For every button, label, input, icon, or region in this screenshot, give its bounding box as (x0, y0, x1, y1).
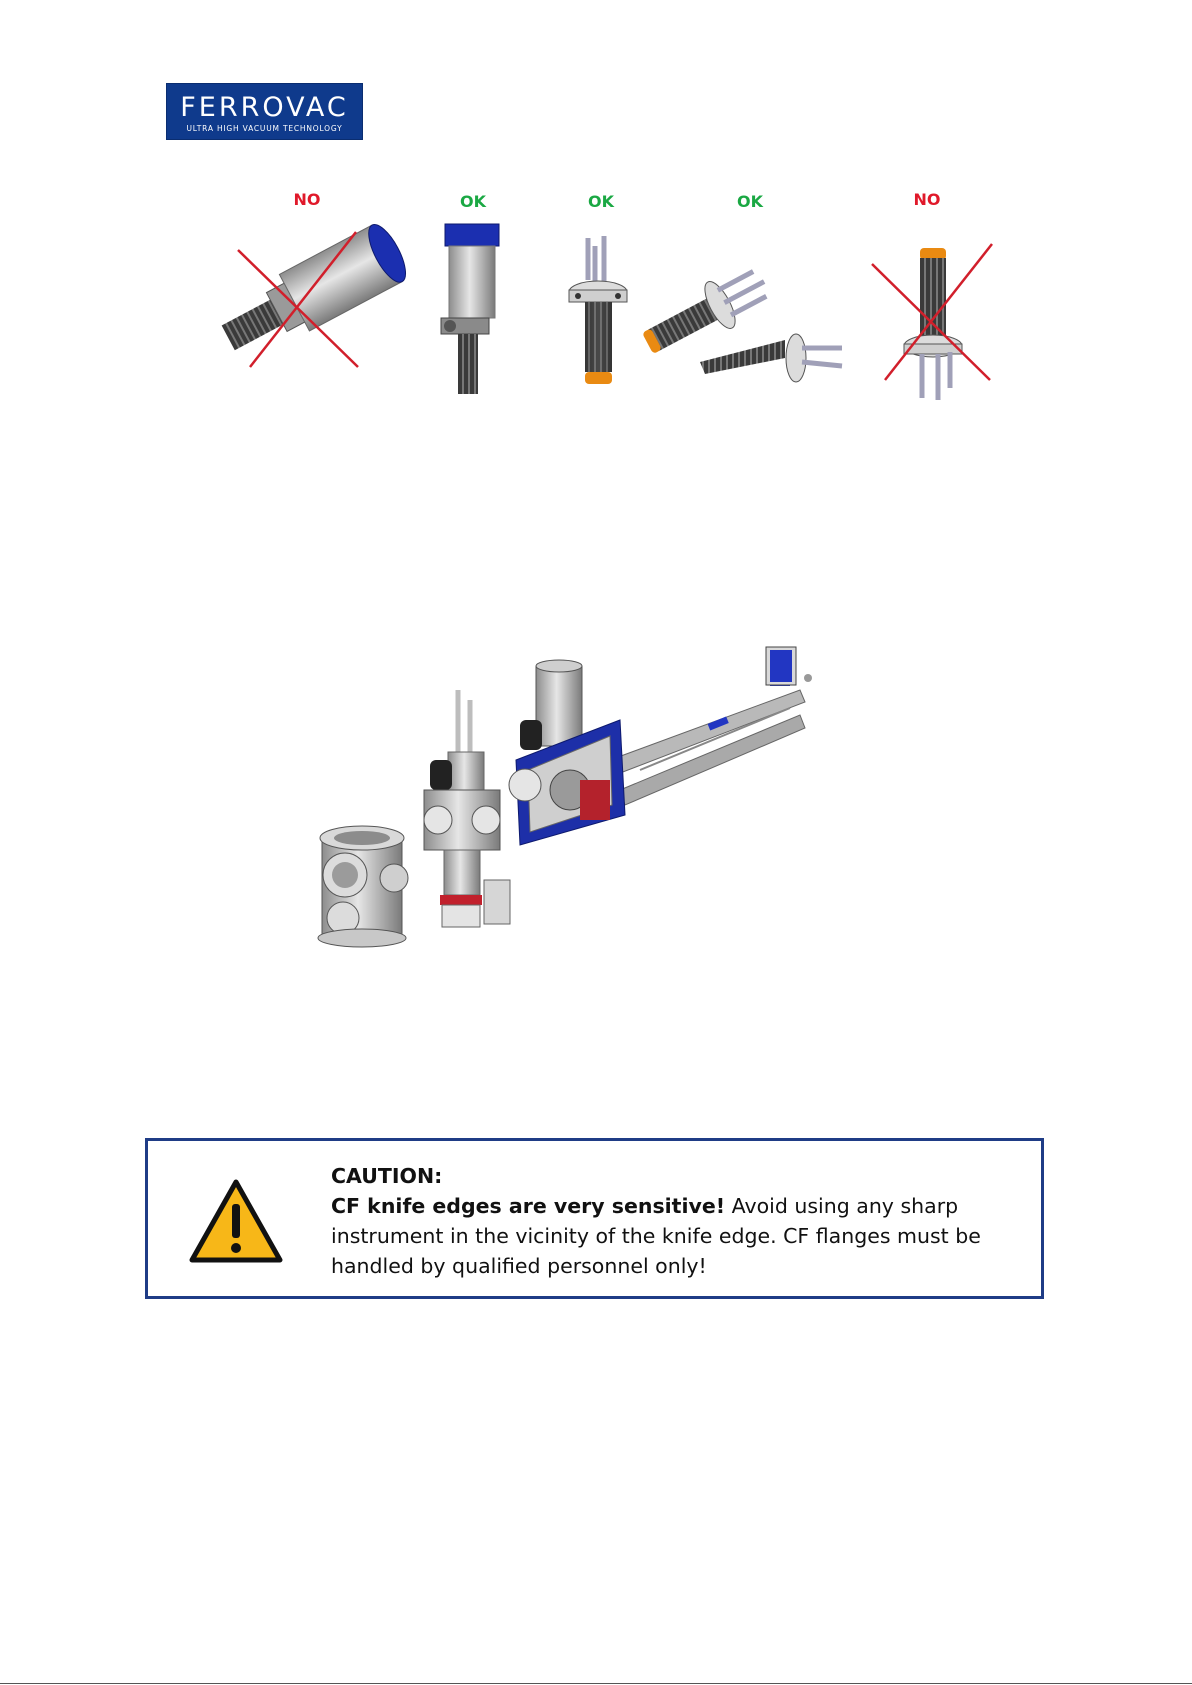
orientation-label-1: NO (293, 190, 321, 209)
caution-body: Avoid using any sharp instrument in the vicinity of the knife edge. CF flanges must be handled by qualified personnel only! (331, 1194, 981, 1278)
page-bottom-rule (0, 1683, 1192, 1684)
orientation-label-4: OK (737, 192, 763, 211)
caution-heading: CAUTION: (331, 1164, 443, 1188)
orientation-label-3: OK (588, 192, 614, 211)
orientation-label-5: NO (913, 190, 941, 209)
caution-lead: CF knife edges are very sensitive! (331, 1194, 726, 1218)
caution-text (331, 1161, 1021, 1281)
caution-box (145, 1138, 1044, 1299)
six-way-cross-drawing (318, 826, 408, 947)
orientation-label-2: OK (460, 192, 486, 211)
manipulator-arm-drawing (610, 647, 812, 805)
logo-name: FERROVAC (180, 92, 349, 123)
middle-chamber-drawing (424, 690, 510, 927)
warning-triangle-icon (188, 1178, 284, 1264)
logo-tagline: ULTRA HIGH VACUUM TECHNOLOGY (186, 124, 343, 133)
load-lock-chamber-drawing (509, 660, 625, 845)
